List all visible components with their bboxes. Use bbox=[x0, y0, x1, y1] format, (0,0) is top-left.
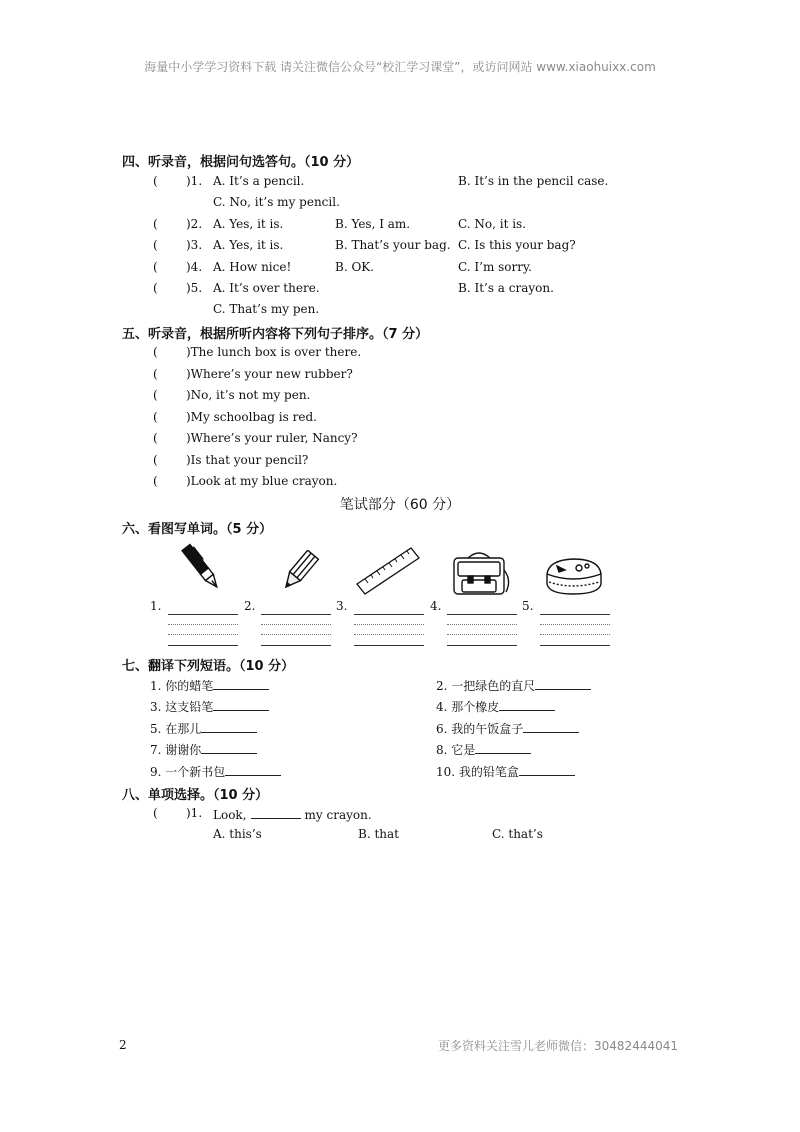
blank-number: 3. bbox=[336, 599, 348, 613]
answer-bracket[interactable]: ( bbox=[153, 238, 158, 252]
option-c: C. I’m sorry. bbox=[458, 260, 532, 274]
translate-item: 5. 在那儿 bbox=[150, 720, 257, 737]
section6-title: 六、看图写单词。（5 分） bbox=[122, 522, 273, 537]
footer-note: 更多资料关注雪儿老师微信：30482444041 bbox=[438, 1039, 678, 1053]
translate-item: 8. 它是 bbox=[436, 741, 531, 758]
option-c: C. No, it is. bbox=[458, 217, 527, 231]
blank-number: 4. bbox=[430, 599, 442, 613]
answer-blank[interactable] bbox=[251, 806, 301, 819]
option-b: B. OK. bbox=[335, 260, 375, 274]
question-number: )1. bbox=[186, 174, 203, 188]
option-a: A. It’s a pencil. bbox=[213, 174, 305, 188]
translate-item: 1. 你的蜡笔 bbox=[150, 677, 269, 694]
answer-blank[interactable] bbox=[213, 677, 269, 690]
answer-bracket[interactable]: ( bbox=[153, 806, 158, 820]
blank-number: 2. bbox=[244, 599, 256, 613]
option-b: B. Yes, I am. bbox=[335, 217, 411, 231]
translate-item: 4. 那个橡皮 bbox=[436, 698, 555, 715]
sentence-item: )The lunch box is over there. bbox=[186, 345, 362, 359]
sentence-item: )Where’s your new rubber? bbox=[186, 367, 353, 381]
blank-number: 5. bbox=[522, 599, 534, 613]
option-a: A. Yes, it is. bbox=[213, 217, 284, 231]
page-number: 2 bbox=[119, 1038, 127, 1052]
question-stem: Look, my crayon. bbox=[213, 808, 372, 822]
sentence-item: )My schoolbag is red. bbox=[186, 410, 317, 424]
answer-blank[interactable] bbox=[475, 741, 531, 754]
ruler-icon bbox=[355, 546, 421, 596]
translate-item: 7. 谢谢你 bbox=[150, 741, 257, 758]
translate-item: 3. 这支铅笔 bbox=[150, 698, 269, 715]
answer-blank[interactable] bbox=[225, 763, 281, 776]
answer-bracket[interactable]: ( bbox=[153, 174, 158, 188]
section8-title: 八、单项选择。（10 分） bbox=[122, 788, 269, 803]
answer-blank[interactable] bbox=[519, 763, 575, 776]
schoolbag-icon bbox=[448, 550, 514, 598]
question-number: )1. bbox=[186, 806, 203, 820]
answer-bracket[interactable]: ( bbox=[153, 217, 158, 231]
pencil-case-icon bbox=[543, 556, 605, 598]
section5-title: 五、听录音，根据所听内容将下列句子排序。（7 分） bbox=[122, 327, 429, 342]
option-c: C. That’s my pen. bbox=[213, 302, 320, 316]
written-part-title: 笔试部分（60 分） bbox=[339, 497, 461, 513]
translate-item: 9. 一个新书包 bbox=[150, 763, 281, 780]
answer-blank[interactable] bbox=[213, 698, 269, 711]
option-c: C. No, it’s my pencil. bbox=[213, 195, 340, 209]
answer-blank[interactable] bbox=[523, 720, 579, 733]
option-b: B. It’s in the pencil case. bbox=[458, 174, 609, 188]
sentence-item: )Where’s your ruler, Nancy? bbox=[186, 431, 358, 445]
question-number: )3. bbox=[186, 238, 203, 252]
answer-bracket[interactable]: ( bbox=[153, 281, 158, 295]
answer-bracket[interactable]: ( bbox=[153, 260, 158, 274]
option-b: B. that bbox=[358, 827, 399, 841]
question-number: )2. bbox=[186, 217, 203, 231]
answer-blank[interactable] bbox=[201, 741, 257, 754]
sentence-item: )No, it’s not my pen. bbox=[186, 388, 311, 402]
answer-bracket[interactable]: ( bbox=[153, 388, 158, 402]
answer-bracket[interactable]: ( bbox=[153, 453, 158, 467]
section4-title: 四、听录音，根据问句选答句。（10 分） bbox=[122, 155, 360, 170]
answer-bracket[interactable]: ( bbox=[153, 474, 158, 488]
pen-icon bbox=[180, 540, 224, 596]
question-number: )4. bbox=[186, 260, 203, 274]
option-c: C. that’s bbox=[492, 827, 543, 841]
answer-blank[interactable] bbox=[201, 720, 257, 733]
translate-item: 10. 我的铅笔盒 bbox=[436, 763, 575, 780]
answer-bracket[interactable]: ( bbox=[153, 410, 158, 424]
answer-blank[interactable] bbox=[499, 698, 555, 711]
option-a: A. It’s over there. bbox=[213, 281, 320, 295]
answer-bracket[interactable]: ( bbox=[153, 431, 158, 445]
sentence-item: )Look at my blue crayon. bbox=[186, 474, 338, 488]
section7-title: 七、翻译下列短语。（10 分） bbox=[122, 659, 295, 674]
option-a: A. this’s bbox=[213, 827, 262, 841]
option-b: B. That’s your bag. bbox=[335, 238, 451, 252]
translate-item: 6. 我的午饭盒子 bbox=[436, 720, 579, 737]
option-a: A. How nice! bbox=[213, 260, 292, 274]
translate-item: 2. 一把绿色的直尺 bbox=[436, 677, 591, 694]
answer-bracket[interactable]: ( bbox=[153, 345, 158, 359]
question-number: )5. bbox=[186, 281, 203, 295]
answer-bracket[interactable]: ( bbox=[153, 367, 158, 381]
option-c: C. Is this your bag? bbox=[458, 238, 576, 252]
option-b: B. It’s a crayon. bbox=[458, 281, 554, 295]
blank-number: 1. bbox=[150, 599, 162, 613]
answer-blank[interactable] bbox=[535, 677, 591, 690]
watermark-header: 海量中小学学习资料下载 请关注微信公众号“校汇学习课堂”，或访问网站 www.xiaohuixx.com bbox=[144, 60, 656, 74]
pencil-icon bbox=[275, 550, 323, 596]
sentence-item: )Is that your pencil? bbox=[186, 453, 309, 467]
option-a: A. Yes, it is. bbox=[213, 238, 284, 252]
